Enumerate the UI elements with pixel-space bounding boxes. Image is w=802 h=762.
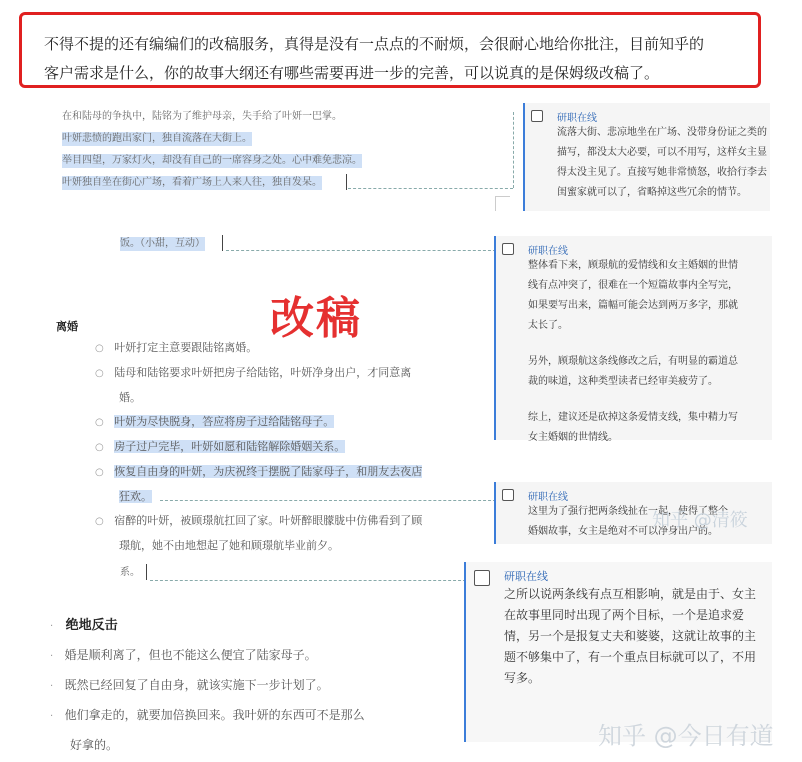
comment-line: 题不够集中了，有一个重点目标就可以了，不用 [504,650,757,664]
doc-line-4: 叶妍独自坐在街心广场，看着广场上人来人往，独自发呆。 [62,177,322,188]
bullet-icon: ○ [95,343,104,354]
comment-line: 综上，建议还是砍掉这条爱情支线，集中精力写 [528,412,738,423]
revenge-section [50,612,365,759]
comment-line: 如果要写出来，篇幅可能会达到两万多字，那就 [528,300,738,311]
comment-line: 这里为了强行把两条线扯在一起，使得了整个 [528,506,728,517]
doc-line-1: 在和陆母的争执中，陆铭为了维护母亲，失手给了叶妍一巴掌。 [62,111,342,122]
comment-line: 女主婚姻的世情线。 [528,432,618,443]
list-item: 恢复自由身的叶妍，为庆祝终于摆脱了陆家母子，和朋友去夜店 [114,465,423,478]
comment-bar [523,103,525,211]
comment-body [504,584,756,689]
text-cursor [346,174,347,190]
list-item: 陆母和陆铭要求叶妍把房子给陆铭，叶妍净身出户，才同意离 [114,366,412,379]
bullet-icon: ○ [95,467,104,478]
list-item: 璟航，她不由地想起了她和顾璟航毕业前夕。 [119,539,339,552]
bullet-icon: ○ [95,516,104,527]
section-title-divorce: 离婚 [56,320,78,333]
doc-line-3: 举目四望，万家灯火，却没有自己的一席容身之处。心中难免悲凉。 [62,155,362,166]
list-item: 房子过户完毕，叶妍如愿和陆铭解除婚姻关系。 [114,440,346,453]
list-item: 他们拿走的，就要加倍换回来。我叶妍的东西可不是那么 [64,708,365,722]
doc-line-2: 叶妍悲愤的跑出家门，独自流落在大街上。 [62,133,252,144]
comment-line: 整体看下来，顾璟航的爱情线和女主婚姻的世情 [528,260,738,271]
comment-card-4 [464,562,772,742]
bullet-icon: · [50,681,54,692]
intro-text [44,30,764,88]
comment-line: 流落大街、悲凉地坐在广场、没带身份证之类的 [557,127,767,138]
list-item: 婚是顺利离了，但也不能这么便宜了陆家母子。 [64,648,317,662]
watermark-bottom: 知乎 @今日有道 [598,722,774,750]
comment-line: 裁的味道，这种类型读者已经审美疲劳了。 [528,376,718,387]
list-item: 狂欢。 [119,490,152,503]
intro-line-2: 客户需求是什么，你的故事大纲还有哪些需要再进一步的完善，可以说真的是保姆级改稿了。 [44,64,660,82]
bullet-icon: · [50,651,54,662]
comment-line: 描写，都没太大必要，可以不用写，这样女主显 [557,147,767,158]
comment-connector [160,500,496,501]
comment-line: 写多。 [504,671,541,685]
comment-line: 之所以说两条线有点互相影响，就是由于、女主 [504,587,757,601]
comment-body [528,256,738,448]
intro-line-1: 不得不提的还有编编们的改稿服务，真得是没有一点点的不耐烦，会很耐心地给你批注，目前知乎的 [44,35,705,53]
comment-connector-v [513,112,515,188]
list-item: 好拿的。 [70,738,119,752]
list-item: 既然已经回复了自由身，就该实施下一步计划了。 [64,678,329,692]
bullet-icon: · [50,711,54,722]
comment-bar [494,236,496,440]
bullet-icon: ○ [95,442,104,453]
revision-stamp: 改稿 [270,293,362,344]
text-cursor [222,235,223,251]
comment-author: 研职在线 [504,570,548,583]
watermark-mid: 知乎 @清筱 [652,510,748,531]
comment-line: 情，另一个是报复丈夫和婆婆，这就让故事的主 [504,629,757,643]
comment-connector [348,188,513,189]
section-title-revenge: 绝地反击 [65,618,118,633]
comment-card-2 [494,236,772,443]
list-item: 宿醉的叶妍，被顾璟航扛回了家。叶妍醉眼朦胧中仿佛看到了顾 [114,514,423,527]
bullet-icon: ○ [95,368,104,379]
comment-line: 在故事里同时出现了两个目标，一个是追求爱 [504,608,745,622]
page-corner-mark [495,196,510,211]
divorce-list [95,336,422,558]
list-item: 叶妍打定主意要跟陆铭离婚。 [114,341,258,354]
reviewer-avatar-icon [502,243,514,255]
comment-bar [464,562,466,742]
comment-line: 婚姻故事，女主是绝对不可以净身出户的。 [528,526,718,537]
list-item: 婚。 [119,391,141,404]
doc-fragment-1: 饭。（小甜，互动） [120,238,205,249]
reviewer-avatar-icon [531,110,543,122]
comment-spacer [528,392,738,408]
list-item: 叶妍为尽快脱身，答应将房子过给陆铭母子。 [114,415,335,428]
comment-spacer [528,336,738,352]
bullet-icon: ○ [95,417,104,428]
comment-line: 线有点冲突了，很难在一个短篇故事内全写完， [528,280,738,291]
comment-author: 研职在线 [528,246,568,257]
comment-connector [226,250,496,251]
comment-line: 太长了。 [528,320,568,331]
comment-line: 闺蜜家就可以了，省略掉这些冗余的情节。 [557,187,747,198]
bullet-icon: · [50,621,54,632]
reviewer-avatar-icon [502,489,514,501]
reviewer-avatar-icon [474,570,490,586]
comment-connector [150,580,466,581]
text-cursor [146,564,147,580]
comment-body [557,123,767,203]
comment-bar [494,482,496,544]
comment-author: 研职在线 [557,113,597,124]
comment-line: 另外，顾璟航这条线修改之后，有明显的霸道总 [528,356,738,367]
doc-fragment-2: 系。 [120,567,140,578]
comment-author: 研职在线 [528,492,568,503]
comment-line: 得太没主见了。直接写她非常愤怒，收拾行李去 [557,167,767,178]
comment-card-1 [523,103,770,211]
